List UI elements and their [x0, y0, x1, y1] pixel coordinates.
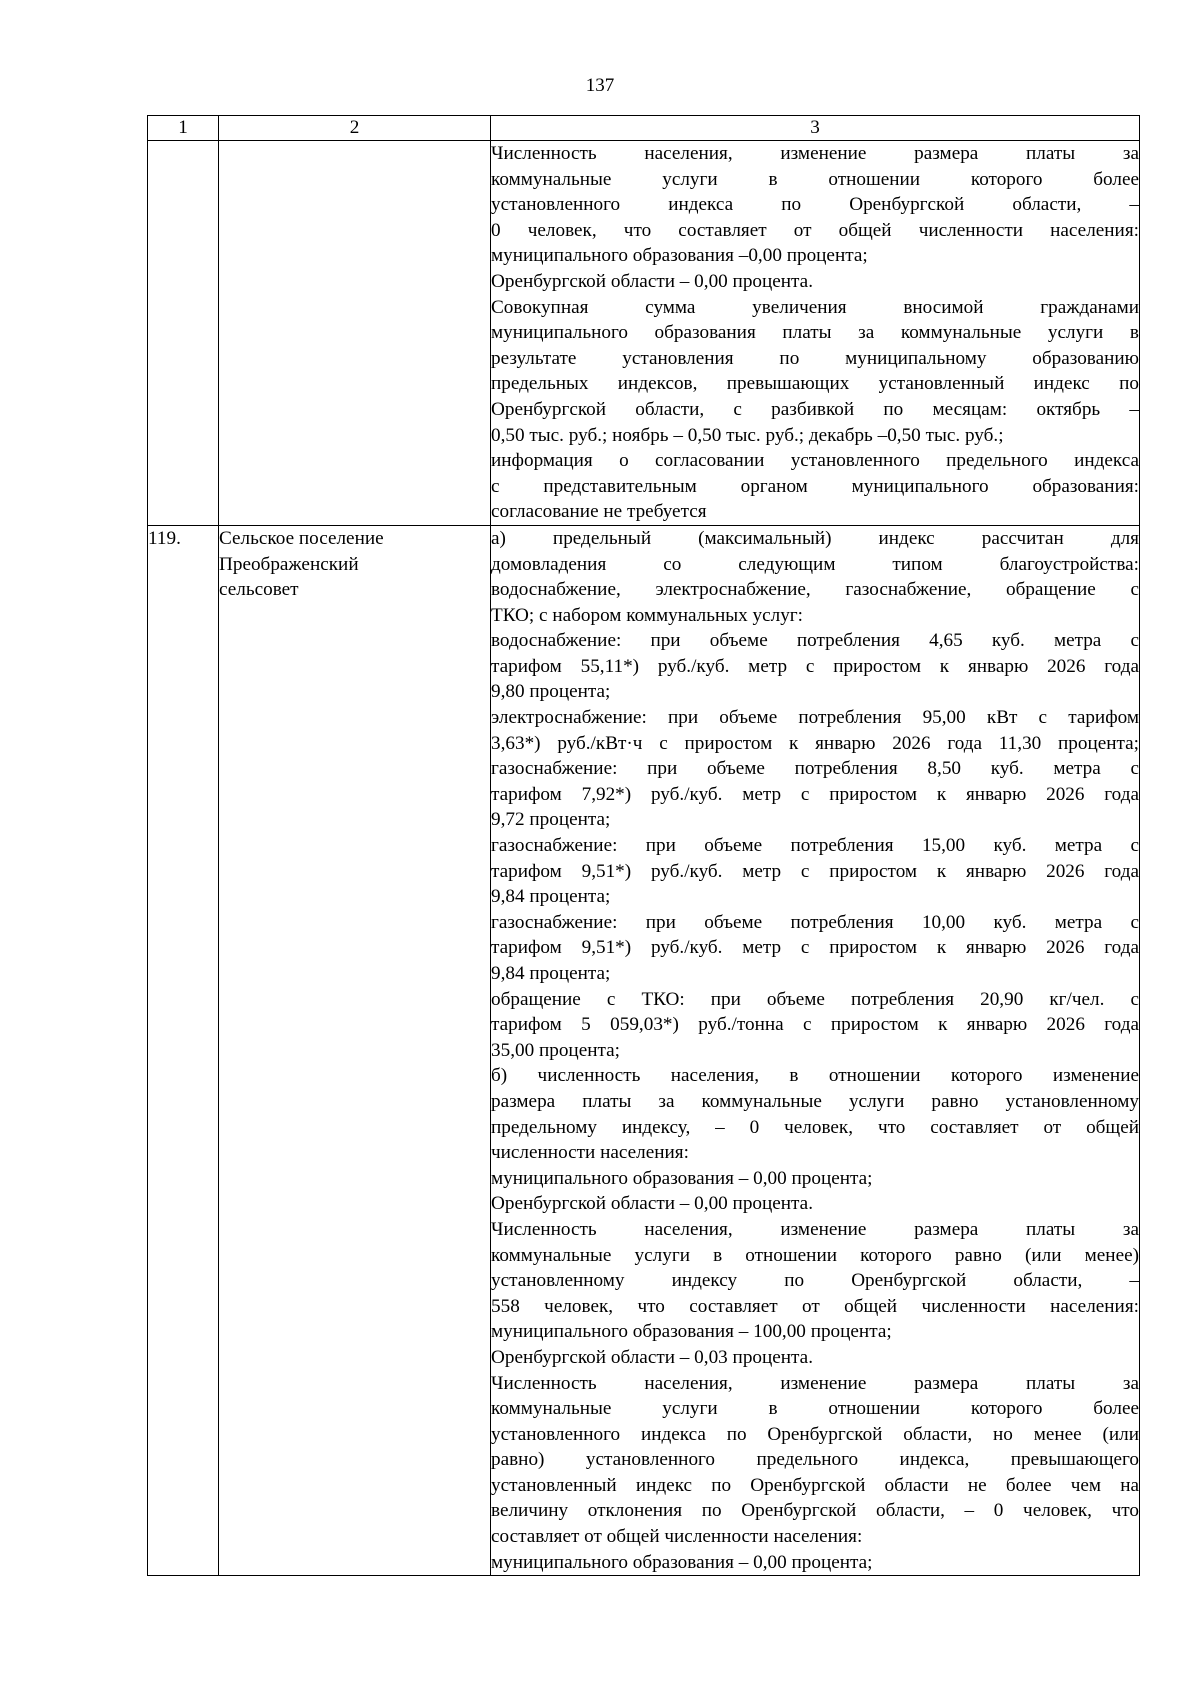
column-header-2: 2: [219, 116, 491, 141]
text-line: 9,80 процента;: [491, 681, 611, 703]
text-line: установленного индекса по Оренбургской области, но менее (или: [491, 1423, 1139, 1445]
row-number: 119.: [148, 525, 219, 1575]
text-line: домовладения со следующим типом благоустройства:: [491, 553, 1139, 575]
text-line: тарифом 5 059,03*) руб./тонна с приростом к январю 2026 года: [491, 1014, 1139, 1036]
text-line: составляет от общей численности населения:: [491, 1526, 863, 1548]
table-header-row: [148, 116, 1140, 141]
text-line: Численность населения, изменение размера платы за: [491, 1218, 1139, 1240]
text-line: установленный индекс по Оренбургской области не более чем на: [491, 1474, 1139, 1496]
text-line: муниципального образования –0,00 процента;: [491, 245, 868, 267]
text-line: 3,63*) руб./кВт·ч с приростом к январю 2026 года 11,30 процента;: [491, 732, 1139, 754]
settlement-name-line: сельсовет: [219, 579, 299, 601]
text-line: с представительным органом муниципального образования:: [491, 475, 1139, 497]
text-line: ТКО; с набором коммунальных услуг:: [491, 604, 804, 626]
text-line: 9,84 процента;: [491, 963, 611, 984]
text-line: 0 человек, что составляет от общей численности населения:: [491, 219, 1139, 241]
column-header-3: 3: [491, 116, 1140, 141]
text-line: равно) установленного предельного индекса, превышающего: [491, 1449, 1139, 1471]
text-line: коммунальные услуги в отношении которого равно (или менее): [491, 1244, 1139, 1266]
text-line: 558 человек, что составляет от общей численности населения:: [491, 1295, 1139, 1317]
settlement-name-line: Сельское поселение: [219, 527, 384, 549]
settlement-name-line: Преображенский: [219, 553, 359, 575]
text-line: величину отклонения по Оренбургской области, – 0 человек, что: [491, 1500, 1139, 1522]
text-line: муниципального образования платы за коммунальные услуги в: [491, 322, 1139, 344]
text-line: установленного индекса по Оренбургской области, –: [491, 194, 1139, 216]
text-line: численности населения:: [491, 1142, 689, 1164]
column-header-1: 1: [148, 116, 219, 141]
text-line: б) численность населения, в отношении которого изменение: [491, 1065, 1139, 1087]
text-line: коммунальные услуги в отношении которого более: [491, 1398, 1139, 1420]
text-line: водоснабжение, электроснабжение, газоснабжение, обращение с: [491, 579, 1139, 601]
table-row: [148, 141, 1140, 526]
text-line: обращение с ТКО: при объеме потребления 20,90 кг/чел. с: [491, 988, 1139, 1010]
text-line: тарифом 55,11*) руб./куб. метр с приростом к январю 2026 года: [491, 655, 1139, 677]
text-line: предельных индексов, превышающих установленный индекс по: [491, 373, 1139, 395]
text-line: Оренбургской области – 0,00 процента.: [491, 1193, 813, 1215]
data-table: [147, 115, 1140, 1576]
text-line: водоснабжение: при объеме потребления 4,65 куб. метра с: [491, 630, 1139, 652]
text-line: муниципального образования – 0,00 процента;: [491, 1167, 873, 1189]
text-line: муниципального образования – 0,00 процента;: [491, 1551, 873, 1573]
settlement-name: [219, 141, 491, 526]
page-number: 137: [585, 75, 615, 96]
row-text: [491, 141, 1140, 526]
text-line: тарифом 9,51*) руб./куб. метр с приростом к январю 2026 года: [491, 860, 1139, 882]
text-line: электроснабжение: при объеме потребления 95,00 кВт с тарифом: [491, 707, 1139, 729]
text-line: 9,84 процента;: [491, 886, 611, 908]
table-row: [148, 525, 1140, 1575]
text-line: газоснабжение: при объеме потребления 15,00 куб. метра с: [491, 835, 1139, 857]
text-line: информация о согласовании установленного предельного индекса: [491, 450, 1139, 472]
text-line: газоснабжение: при объеме потребления 8,50 куб. метра с: [491, 758, 1139, 780]
text-line: тарифом 7,92*) руб./куб. метр с приростом к январю 2026 года: [491, 783, 1139, 805]
text-line: газоснабжение: при объеме потребления 10,00 куб. метра с: [491, 911, 1139, 933]
text-line: Численность населения, изменение размера платы за: [491, 143, 1139, 164]
text-line: а) предельный (максимальный) индекс рассчитан для: [491, 527, 1139, 549]
settlement-name: [219, 525, 491, 1575]
text-line: согласование не требуется: [491, 501, 707, 523]
row-number: [148, 141, 219, 526]
text-line: 0,50 тыс. руб.; ноябрь – 0,50 тыс. руб.; декабрь –0,50 тыс. руб.;: [491, 424, 1004, 446]
text-line: размера платы за коммунальные услуги равно установленному: [491, 1090, 1139, 1112]
text-line: 9,72 процента;: [491, 809, 611, 831]
text-line: предельному индексу, – 0 человек, что составляет от общей: [491, 1116, 1139, 1138]
text-line: коммунальные услуги в отношении которого более: [491, 168, 1139, 190]
text-line: Оренбургской области, с разбивкой по месяцам: октябрь –: [491, 398, 1139, 420]
text-line: 35,00 процента;: [491, 1039, 620, 1061]
text-line: Численность населения, изменение размера платы за: [491, 1372, 1139, 1394]
text-line: Оренбургской области – 0,00 процента.: [491, 270, 813, 292]
row-text: [491, 525, 1140, 1575]
text-line: тарифом 9,51*) руб./куб. метр с приростом к январю 2026 года: [491, 937, 1139, 959]
text-line: муниципального образования – 100,00 процента;: [491, 1321, 892, 1343]
text-line: Совокупная сумма увеличения вносимой гражданами: [491, 296, 1139, 318]
text-line: установленному индексу по Оренбургской области, –: [491, 1270, 1139, 1292]
text-line: Оренбургской области – 0,03 процента.: [491, 1346, 813, 1368]
text-line: результате установления по муниципальному образованию: [491, 347, 1139, 369]
